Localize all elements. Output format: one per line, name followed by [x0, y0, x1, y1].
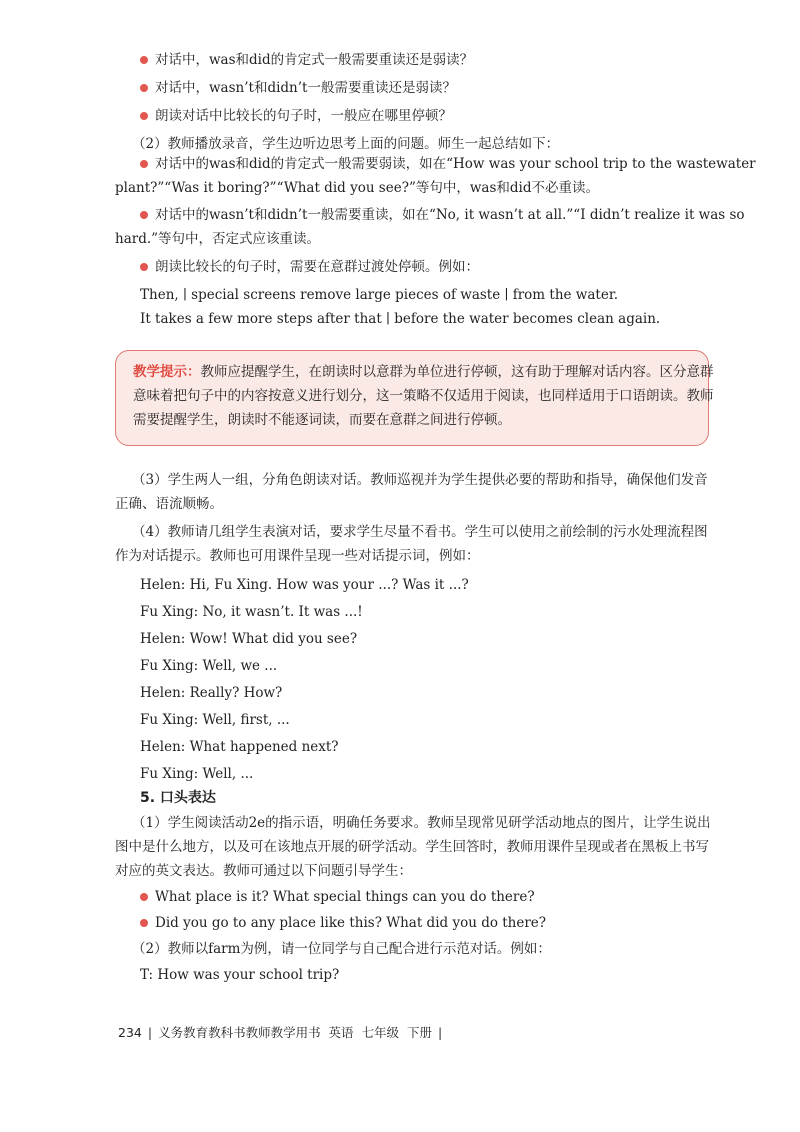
bullet-dot-icon [140, 112, 148, 120]
question-2: 对话中，wasn’t和didn’t一般需要重读还是弱读？ [155, 80, 456, 96]
bullet-dot-icon [140, 263, 148, 271]
page-footer: 234 | 义务教育教科书教师教学用书 英语 七年级 下册 | [118, 1025, 443, 1040]
book-title: 义务教育教科书教师教学用书 [158, 1025, 321, 1040]
section-5-example: T: How was your school trip? [140, 967, 340, 983]
grade: 七年级 [361, 1025, 400, 1040]
section-5-heading: 5. 口头表达 [140, 790, 216, 806]
step-4-line-1: （4）教师请几组学生表演对话，要求学生尽量不看书。学生可以使用之前绘制的污水处理流程图 [132, 524, 708, 540]
bullet-dot-icon [140, 160, 148, 168]
subject: 英语 [328, 1025, 354, 1040]
bullet-dot-icon [140, 211, 148, 219]
step-4-line-2: 作为对话提示。教师也可用课件呈现一些对话提示词，例如： [115, 548, 480, 564]
dialogue-line: Fu Xing: Well, ... [140, 766, 254, 782]
teaching-tip-line-2: 意味着把句子中的内容按意义进行划分，这一策略不仅适用于阅读，也同样适用于口语朗读。教师 [133, 388, 714, 404]
section-5-step-1-line-1: （1）学生阅读活动2e的指示语，明确任务要求。教师呈现常见研学活动地点的图片，让学生说出 [132, 815, 711, 831]
dialogue-line: Fu Xing: Well, we ... [140, 658, 278, 674]
dialogue-line: Fu Xing: Well, first, ... [140, 712, 290, 728]
summary-1-line-2: plant?”“Was it boring?”“What did you see?”等句中，was和did不必重读。 [115, 180, 599, 196]
summary-1-line-1: 对话中的was和did的肯定式一般需要弱读，如在“How was your school trip to the wastewater [155, 156, 756, 172]
volume: 下册 [406, 1025, 432, 1040]
step-2-intro: （2）教师播放录音，学生边听边思考上面的问题。师生一起总结如下： [132, 136, 560, 152]
guide-question-1: What place is it? What special things can you do there? [155, 889, 535, 905]
dialogue-line: Helen: Wow! What did you see? [140, 631, 358, 647]
teaching-tip-line-3: 需要提醒学生，朗读时不能逐词读，而要在意群之间进行停顿。 [133, 412, 511, 428]
teaching-tip-text-1: 教师应提醒学生，在朗读时以意群为单位进行停顿，这有助于理解对话内容。区分意群 [200, 364, 714, 380]
teaching-tip-label: 教学提示： [133, 364, 201, 380]
step-3-line-1: （3）学生两人一组，分角色朗读对话。教师巡视并为学生提供必要的帮助和指导，确保他们发音 [132, 472, 708, 488]
bullet-dot-icon [140, 56, 148, 64]
dialogue-line: Helen: Hi, Fu Xing. How was your ...? Was it ...? [140, 577, 469, 593]
page-number: 234 [118, 1025, 142, 1040]
section-5-step-2: （2）教师以farm为例，请一位同学与自己配合进行示范对话。例如： [132, 941, 551, 957]
bullet-dot-icon [140, 893, 148, 901]
teaching-tip-line-1 [133, 362, 714, 382]
dialogue-line: Helen: Really? How? [140, 685, 283, 701]
step-3-line-2: 正确、语流顺畅。 [115, 496, 223, 512]
example-sentence-2: It takes a few more steps after that ∣ before the water becomes clean again. [140, 311, 661, 327]
section-5-step-1-line-3: 对应的英文表达。教师可通过以下问题引导学生： [115, 863, 412, 879]
bullet-dot-icon [140, 919, 148, 927]
question-3: 朗读对话中比较长的句子时，一般应在哪里停顿？ [155, 108, 452, 124]
dialogue-line: Fu Xing: No, it wasn’t. It was ...! [140, 604, 363, 620]
example-sentence-1: Then, ∣ special screens remove large pieces of waste ∣ from the water. [140, 287, 619, 303]
summary-2-line-2: hard.”等句中，否定式应该重读。 [115, 231, 321, 247]
summary-2-line-1: 对话中的wasn’t和didn’t一般需要重读，如在“No, it wasn’t at all.”“I didn’t realize it was so [155, 207, 745, 223]
bullet-dot-icon [140, 84, 148, 92]
summary-3: 朗读比较长的句子时，需要在意群过渡处停顿。例如： [155, 259, 479, 275]
section-5-step-1-line-2: 图中是什么地方，以及可在该地点开展的研学活动。学生回答时，教师用课件呈现或者在黑板上书写 [115, 839, 709, 855]
question-1: 对话中，was和did的肯定式一般需要重读还是弱读？ [155, 52, 474, 68]
guide-question-2: Did you go to any place like this? What did you do there? [155, 915, 547, 931]
dialogue-line: Helen: What happened next? [140, 739, 339, 755]
